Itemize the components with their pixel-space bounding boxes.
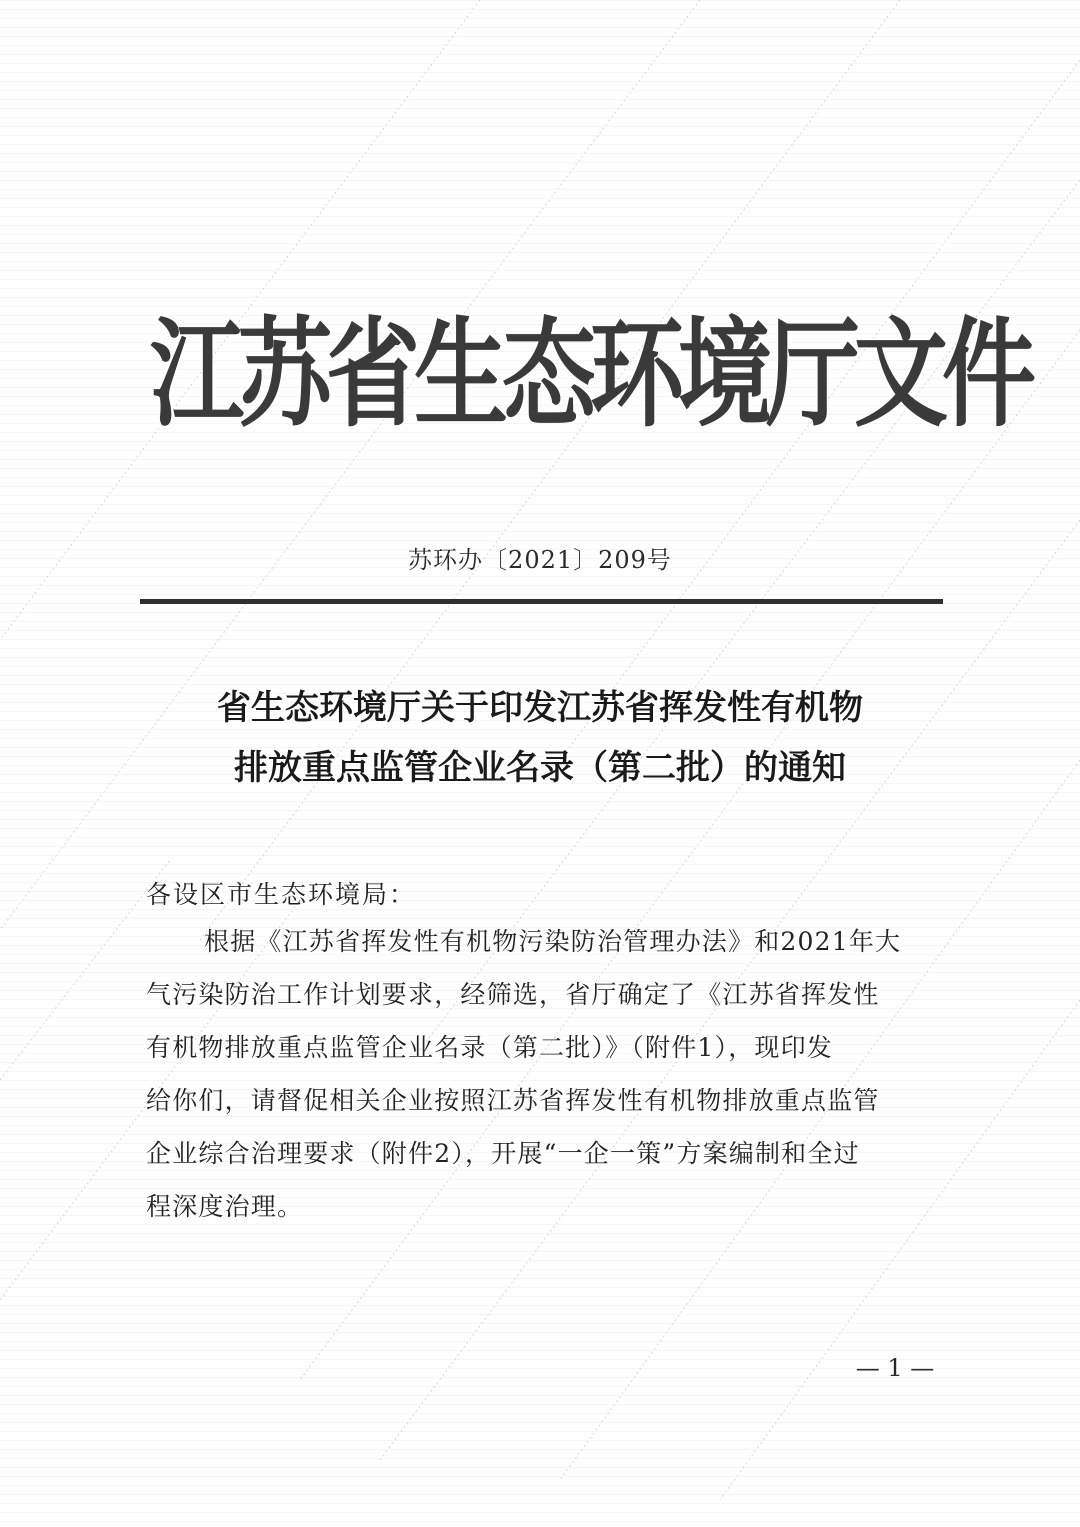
notice-title-line-2: 排放重点监管企业名录（第二批）的通知 — [234, 748, 846, 788]
body-paragraph — [146, 915, 946, 1233]
notice-title — [120, 678, 960, 798]
body-line-1: 根据《江苏省挥发性有机物污染防治管理办法》和2021年大 — [204, 927, 902, 956]
body-line-2: 气污染防治工作计划要求，经筛选，省厅确定了《江苏省挥发性 — [146, 980, 880, 1009]
addressee: 各设区市生态环境局： — [146, 880, 417, 909]
notice-title-line-1: 省生态环境厅关于印发江苏省挥发性有机物 — [217, 688, 863, 728]
document-header-title: 江苏省生态环境厅文件 — [150, 306, 1031, 444]
body-line-4: 给你们，请督促相关企业按照江苏省挥发性有机物排放重点监管 — [146, 1086, 880, 1115]
document-number: 苏环办〔2021〕209号 — [408, 546, 672, 574]
body-line-6: 程深度治理。 — [146, 1192, 304, 1221]
header-divider-rule — [140, 599, 943, 604]
page-number: — 1 — — [855, 1354, 935, 1382]
body-line-5: 企业综合治理要求（附件2），开展“一企一策”方案编制和全过 — [146, 1139, 860, 1168]
body-line-3: 有机物排放重点监管企业名录（第二批）》（附件1），现印发 — [146, 1033, 834, 1062]
